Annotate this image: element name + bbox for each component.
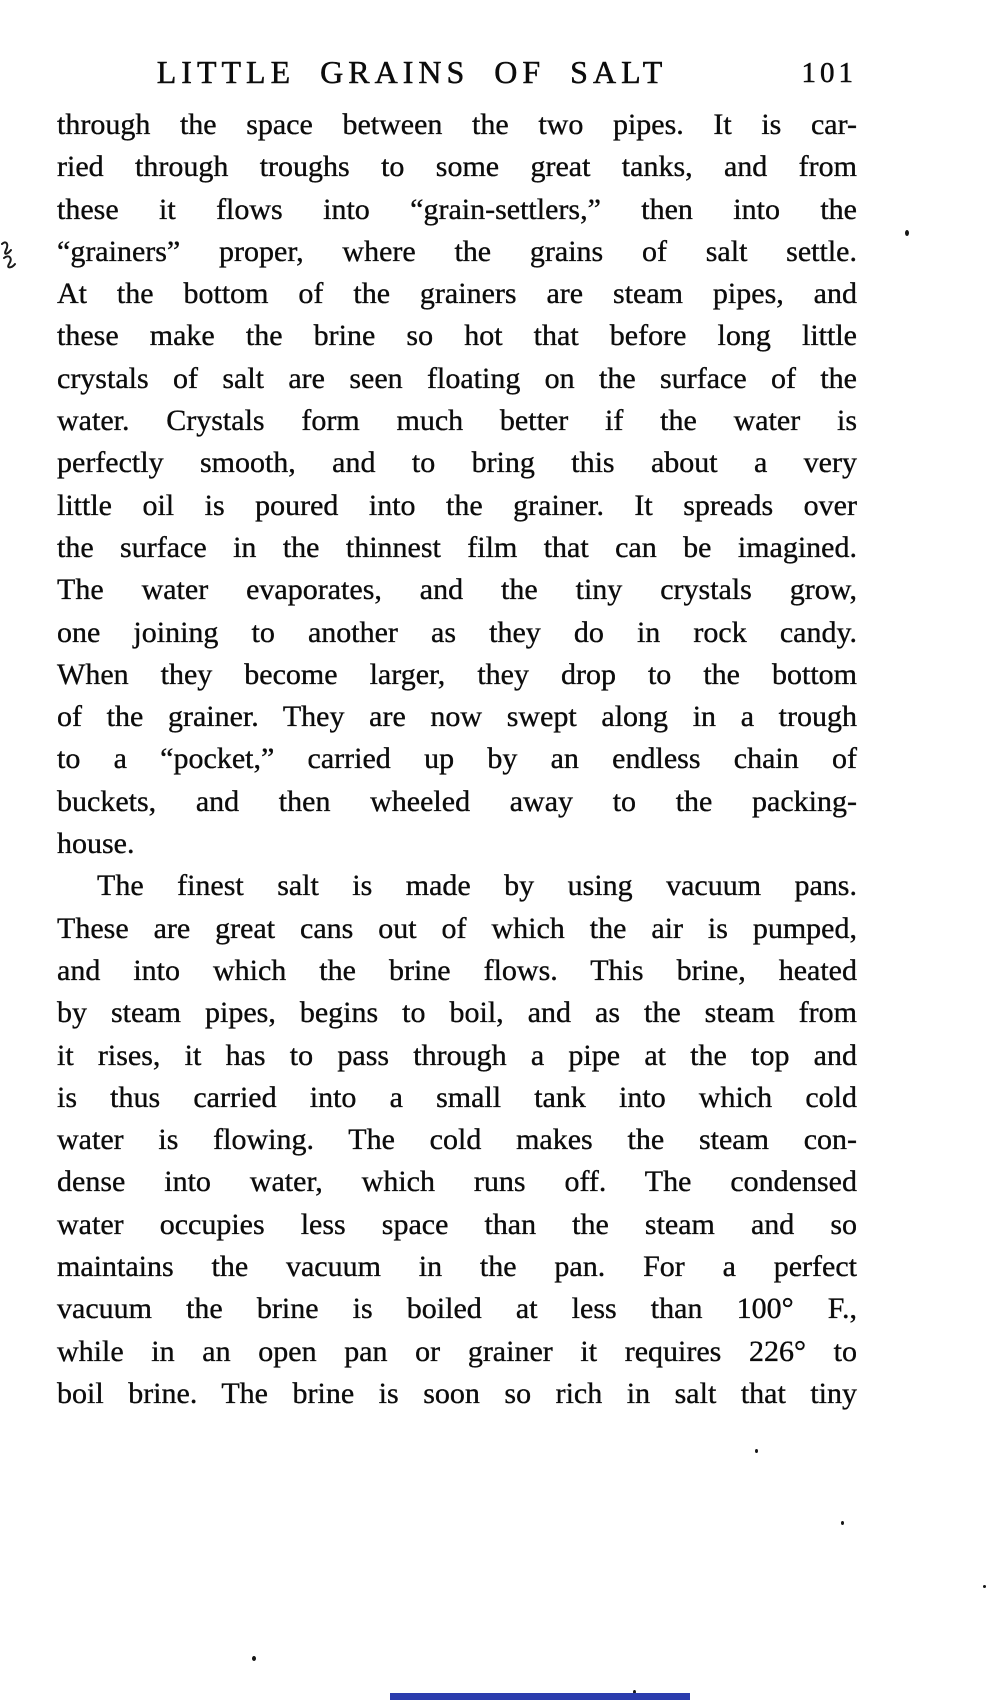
text-line: it rises, it has to pass through a pipe at the top and	[57, 1038, 857, 1072]
text-line: vacuum the brine is boiled at less than 100° F.,	[57, 1292, 857, 1326]
running-head: LITTLE GRAINS OF SALT	[156, 54, 668, 90]
text-line: these make the brine so hot that before long little	[57, 319, 857, 353]
margin-ink-mark	[0, 238, 20, 278]
paragraph	[57, 865, 857, 1415]
ink-speck	[983, 1585, 986, 1588]
text-line: buckets, and then wheeled away to the packing-	[57, 784, 857, 818]
text-line: through the space between the two pipes. It is car-	[57, 108, 857, 141]
text-line: to a “pocket,” carried up by an endless chain of	[57, 742, 857, 776]
text-line: boil brine. The brine is soon so rich in salt that tiny	[57, 1376, 857, 1410]
text-line: At the bottom of the grainers are steam pipes, and	[57, 277, 857, 311]
text-line: and into which the brine flows. This brine, heated	[57, 953, 857, 987]
text-line: The finest salt is made by using vacuum pans.	[97, 869, 857, 903]
text-line: perfectly smooth, and to bring this about a very	[57, 446, 857, 480]
text-line: dense into water, which runs off. The condensed	[57, 1165, 857, 1199]
text-line: ried through troughs to some great tanks, and from	[57, 150, 857, 184]
text-line: water occupies less space than the steam and so	[57, 1207, 857, 1241]
text-line: maintains the vacuum in the pan. For a perfect	[57, 1250, 857, 1284]
page-text	[57, 104, 857, 1415]
text-line: water. Crystals form much better if the water is	[57, 404, 857, 438]
page-header	[57, 54, 857, 98]
paragraph	[57, 104, 857, 865]
text-line: little oil is poured into the grainer. It spreads over	[57, 488, 857, 522]
text-line: These are great cans out of which the air is pumped,	[57, 911, 857, 945]
ink-speck	[841, 1521, 844, 1525]
text-line: crystals of salt are seen floating on the surface of the	[57, 361, 857, 395]
ink-speck	[905, 230, 909, 236]
text-line: water is flowing. The cold makes the steam con-	[57, 1123, 857, 1157]
text-line: of the grainer. They are now swept along in a trough	[57, 700, 857, 734]
text-line: by steam pipes, begins to boil, and as the steam from	[57, 996, 857, 1030]
ink-speck	[252, 1656, 256, 1661]
text-line: house.	[57, 827, 135, 861]
text-line: is thus carried into a small tank into which cold	[57, 1080, 857, 1114]
text-line: one joining to another as they do in rock candy.	[57, 615, 857, 649]
text-line: these it flows into “grain-settlers,” then into the	[57, 192, 857, 226]
text-line: When they become larger, they drop to the bottom	[57, 657, 857, 691]
page-number: 101	[801, 57, 857, 89]
text-line: “grainers” proper, where the grains of salt settle.	[57, 234, 857, 268]
bottom-edge-artifact	[390, 1693, 690, 1700]
text-line: while in an open pan or grainer it requires 226° to	[57, 1334, 857, 1368]
text-line: The water evaporates, and the tiny crystals grow,	[57, 573, 857, 607]
text-line: the surface in the thinnest film that can be imagined.	[57, 530, 857, 564]
ink-speck	[755, 1449, 758, 1453]
